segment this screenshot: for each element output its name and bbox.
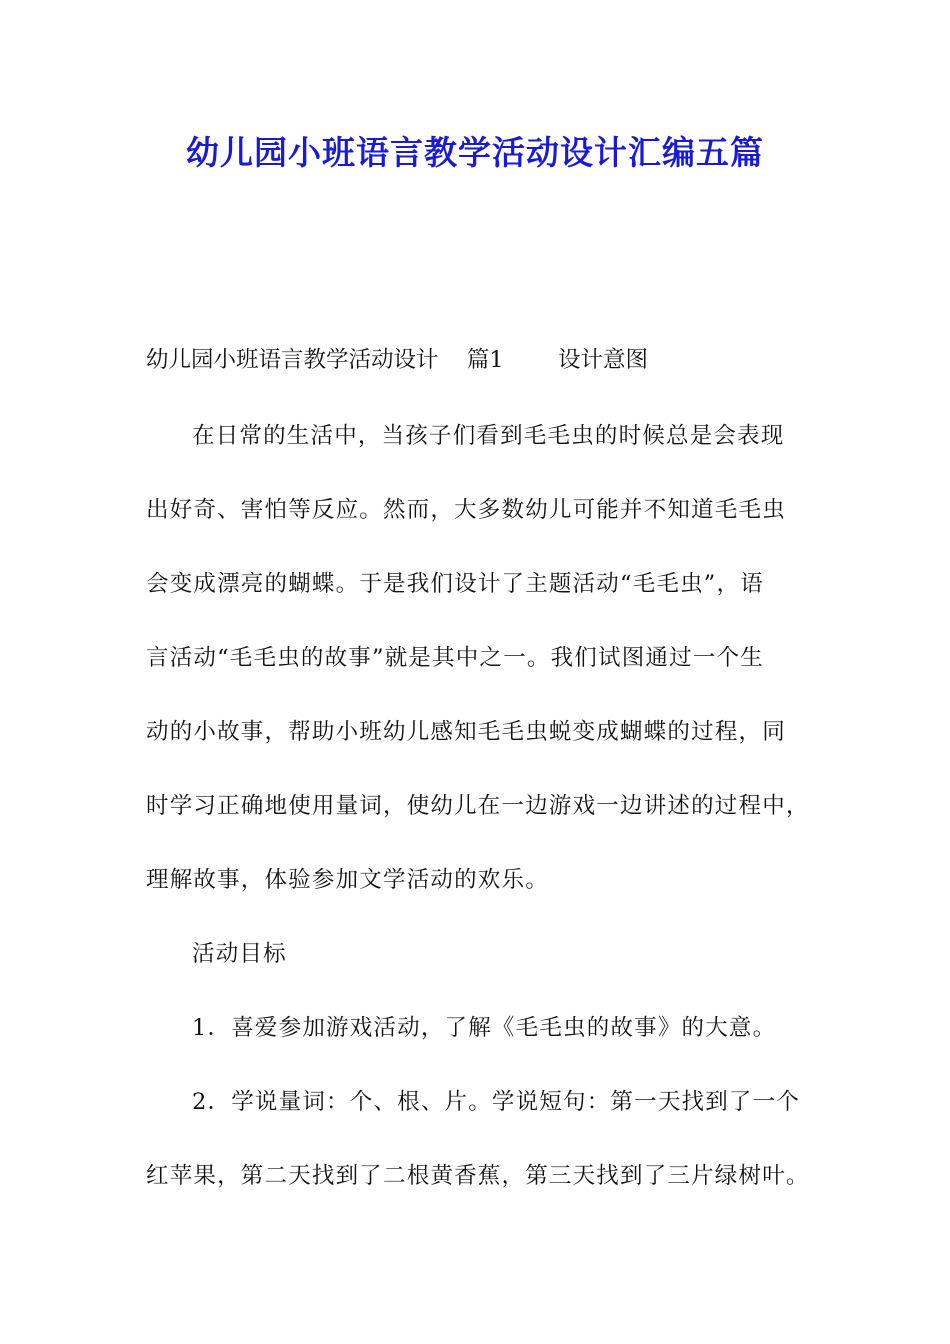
intro-line: 在日常的生活中，当孩子们看到毛毛虫的时候总是会表现 [192, 423, 785, 449]
intro-line: 理解故事，体验参加文学活动的欢乐。 [146, 867, 549, 893]
goal-item-2: 2．学说量词：个、根、片。学说短句：第一天找到了一个 [192, 1089, 801, 1115]
goal-item-2-continued: 红苹果，第二天找到了二根黄香蕉，第三天找到了三片绿树叶。 [146, 1163, 810, 1189]
intro-line: 会变成漂亮的蝴蝶。于是我们设计了主题活动“毛毛虫”，语 [146, 571, 764, 597]
intro-line: 言活动“毛毛虫的故事”就是其中之一。我们试图通过一个生 [146, 645, 764, 671]
section-heading-part: 篇1 [466, 347, 504, 373]
goals-heading: 活动目标 [192, 941, 287, 967]
intro-line: 出好奇、害怕等反应。然而，大多数幼儿可能并不知道毛毛虫 [146, 497, 786, 523]
intro-line: 动的小故事，帮助小班幼儿感知毛毛虫蜕变成蝴蝶的过程，同 [146, 719, 786, 745]
goal-item-1: 1．喜爱参加游戏活动，了解《毛毛虫的故事》的大意。 [192, 1015, 777, 1041]
intro-line: 时学习正确地使用量词，使幼儿在一边游戏一边讲述的过程中， [146, 793, 810, 819]
section-heading-main: 幼儿园小班语言教学活动设计 [146, 347, 439, 373]
section-heading [146, 330, 648, 390]
section-heading-sub: 设计意图 [557, 347, 648, 373]
document-title: 幼儿园小班语言教学活动设计汇编五篇 [186, 133, 764, 172]
